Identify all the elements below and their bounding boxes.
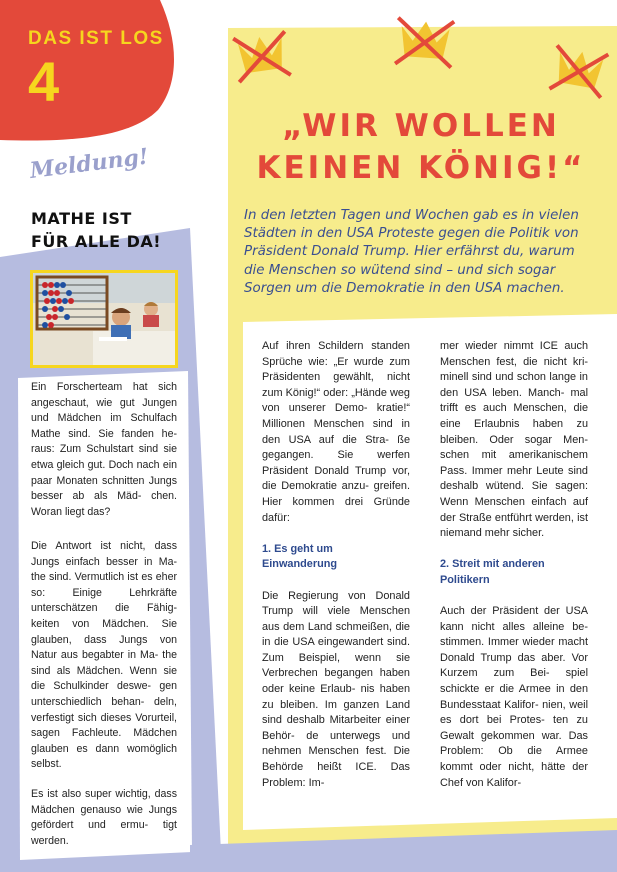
article-column-1: [262, 339, 410, 807]
article-subheading: 2. Streit mit anderen Politikern: [440, 558, 545, 586]
sidebar-paragraph: Es ist also super wichtig, dass Mädchen genauso wie Jungs gefördert und ermu- tigt werden.: [31, 788, 177, 847]
classroom-abacus-photo: [30, 270, 178, 368]
sidebar-paragraph: Die Antwort ist nicht, dass Jungs einfach besser in Ma- the sind. Vermutlich ist es eher so: Einige Lehrkräfte unterschätzen die Fähig- keiten von Mädchen. Sie glauben, dass Jungs von Natur aus begabter in Ma- the sind als Mädchen. Wenn sie die Schulkinder deswe- gen unterschiedlich behan- deln, verfestigt sich dieses Vorurteil, sagen Fachleute. Mädchen glauben es dann womöglich selbst.: [31, 540, 177, 771]
section-label: DAS IST LOS: [28, 28, 164, 49]
article-paragraph: mer wieder nimmt ICE auch Menschen fest, die nicht kri- minell sind und schon lange in den USA leben. Manch- mal trifft es auch Menschen, die eine Erlaubnis haben zu bleiben. Oder sogar Men- schen mit amerikanischem Pass. Immer mehr Leute sind deshalb wütend. Sie sagen: Wenn Menschen einfach auf der Straße entführt werden, ist niemand mehr sicher.: [440, 340, 588, 540]
sidebar-tag: Meldung!: [28, 143, 150, 184]
sidebar-paragraph: Ein Forscherteam hat sich angeschaut, wie gut Jungen und Mädchen im Schulfach Mathe sind. Sie fanden he- raus: Zum Schulstart sind sie etwa gleich gut. Doch nach ein paar Monaten schnitten Jungs besser ab als Mäd- chen. Woran liegt das?: [31, 381, 177, 518]
article-paragraph: Auch der Präsident der USA kann nicht alles alleine be- stimmen. Immer wieder macht Donald Trump das aber. Vor Kurzem zum Bei- spiel schickte er die Armee in den Bundesstaat Kalifor- nien, weil es dort bei Protes- ten zu Gewalt gekommen war. Das Problem: Ob die Armee kommt oder nicht, hätte der Chef von Kalifor-: [440, 605, 588, 789]
sidebar-title-line: FÜR ALLE DA!: [31, 232, 162, 251]
section-badge-shape: [0, 0, 174, 141]
sidebar-title-line: MATHE IST: [31, 209, 132, 228]
headline-line-2: KEINEN KÖNIG!“: [256, 150, 586, 186]
headline-line-1: „WIR WOLLEN: [282, 108, 560, 144]
article-lead: In den letzten Tagen und Wochen gab es in vielen Städten in den USA Proteste gegen die Politik von Präsident Donald Trump. Hier erfährst du, warum die Menschen so wütend sind – und sich sogar Sorgen um die Demokratie in den USA machen.: [244, 208, 579, 296]
section-number: 4: [28, 50, 60, 113]
article-paragraph: Auf ihren Schildern standen Sprüche wie: „Er wurde zum Präsidenten gewählt, nicht zum König!“ oder: „Hände weg von unserer Demo- kratie!“ Millionen Menschen sind in den USA auf die Stra- ße gegangen. Sie werfen Präsident Donald Trump vor, die Demokratie anzu- greifen. Hier kommen drei Gründe dafür:: [262, 340, 410, 524]
article-paragraph: Die Regierung von Donald Trump will viele Menschen aus dem Land schmeißen, die in die USA eingewandert sind. Zum Beispiel, wenn sie Verbrechen begangen haben oder keine Erlaub- nis haben zu bleiben. Im ganzen Land sind deshalb Mitarbeiter einer Behör- de unterwegs und nehmen Menschen fest. Die Behörde heißt ICE. Das Problem: Im-: [262, 589, 410, 789]
article-column-2: [440, 339, 588, 807]
article-subheading: 1. Es geht um Einwanderung: [262, 542, 338, 571]
sidebar-title: [31, 207, 181, 253]
